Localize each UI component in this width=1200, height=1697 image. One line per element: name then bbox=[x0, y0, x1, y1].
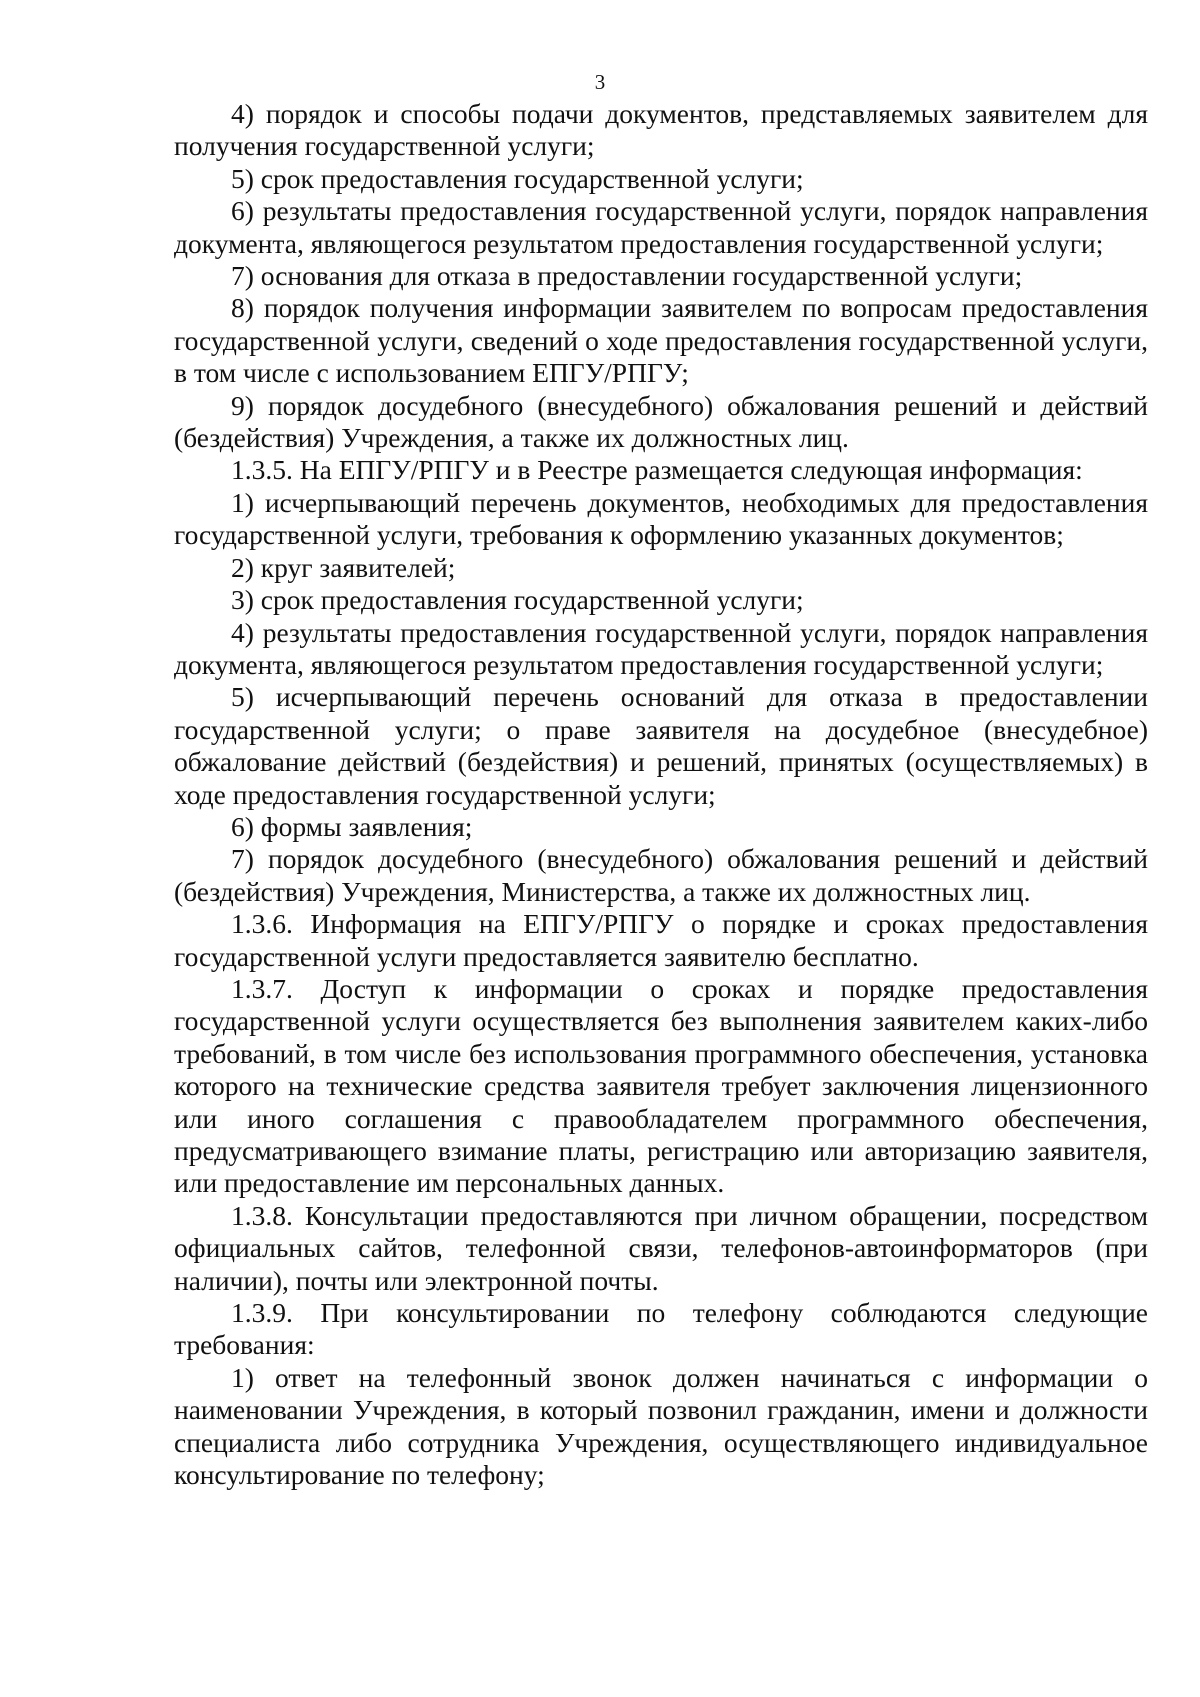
paragraph-list-item-5-refusal-list: 5) исчерпывающий перечень оснований для отказа в предоставлении государственной услуги; о праве заявителя на досудебное (внесудебное) обжалование действий (бездействия) и решений, принятых (осуществляемых) в ходе предоставления государственной услуги; bbox=[174, 681, 1148, 810]
paragraph-list-item-4-results: 4) результаты предоставления государственной услуги, порядок направления документа, являющегося результатом предоставления государственной услуги; bbox=[174, 616, 1148, 680]
paragraph-item-4-submission: 4) порядок и способы подачи документов, представляемых заявителем для получения государственной услуги; bbox=[174, 98, 1148, 162]
paragraph-list-item-3-term: 3) срок предоставления государственной услуги; bbox=[231, 584, 804, 616]
paragraph-section-1-3-9: 1.3.9. При консультировании по телефону соблюдаются следующие требования: bbox=[174, 1297, 1148, 1361]
page-number: 3 bbox=[594, 70, 606, 94]
paragraph-item-7-refusal-grounds: 7) основания для отказа в предоставлении государственной услуги; bbox=[231, 260, 1023, 292]
paragraph-item-5-term: 5) срок предоставления государственной услуги; bbox=[231, 162, 804, 194]
paragraph-section-1-3-7: 1.3.7. Доступ к информации о сроках и порядке предоставления государственной услуги осуществляется без выполнения заявителем каких-либо требований, в том числе без использования программного обеспечения, установка которого на технические средства заявителя требует заключения лицензионного или иного соглашения с правообладателем программного обеспечения, предусматривающего взимание платы, регистрацию или авторизацию заявителя, или предоставление им персональных данных. bbox=[174, 972, 1148, 1199]
paragraph-item-8-information-order: 8) порядок получения информации заявителем по вопросам предоставления государственной услуги, сведений о ходе предоставления государственной услуги, в том числе с использованием ЕПГУ/РПГУ; bbox=[174, 292, 1148, 389]
paragraph-list-item-6-forms: 6) формы заявления; bbox=[231, 810, 473, 842]
paragraph-list-item-7-appeal: 7) порядок досудебного (внесудебного) обжалования решений и действий (бездействия) Учреждения, Министерства, а также их должностных лиц. bbox=[174, 843, 1148, 907]
paragraph-section-1-3-6: 1.3.6. Информация на ЕПГУ/РПГУ о порядке и сроках предоставления государственной услуги предоставляется заявителю бесплатно. bbox=[174, 908, 1148, 972]
document-body bbox=[174, 98, 1148, 1491]
paragraph-list-item-2-applicants: 2) круг заявителей; bbox=[231, 551, 456, 583]
paragraph-list-item-1-documents: 1) исчерпывающий перечень документов, необходимых для предоставления государственной услуги, требования к оформлению указанных документов; bbox=[174, 486, 1148, 551]
paragraph-section-1-3-5: 1.3.5. На ЕПГУ/РПГУ и в Реестре размещается следующая информация: bbox=[231, 454, 1083, 486]
paragraph-item-6-results: 6) результаты предоставления государственной услуги, порядок направления документа, являющегося результатом предоставления государственной услуги; bbox=[174, 195, 1148, 259]
paragraph-item-9-appeal-order: 9) порядок досудебного (внесудебного) обжалования решений и действий (бездействия) Учреждения, а также их должностных лиц. bbox=[174, 389, 1148, 454]
paragraph-phone-rule-1: 1) ответ на телефонный звонок должен начинаться с информации о наименовании Учреждения, в который позвонил гражданин, имени и должности специалиста либо сотрудника Учреждения, осуществляющего индивидуальное консультирование по телефону; bbox=[174, 1361, 1148, 1491]
paragraph-section-1-3-8: 1.3.8. Консультации предоставляются при личном обращении, посредством официальных сайтов, телефонной связи, телефонов-автоинформаторов (при наличии), почты или электронной почты. bbox=[174, 1199, 1148, 1296]
